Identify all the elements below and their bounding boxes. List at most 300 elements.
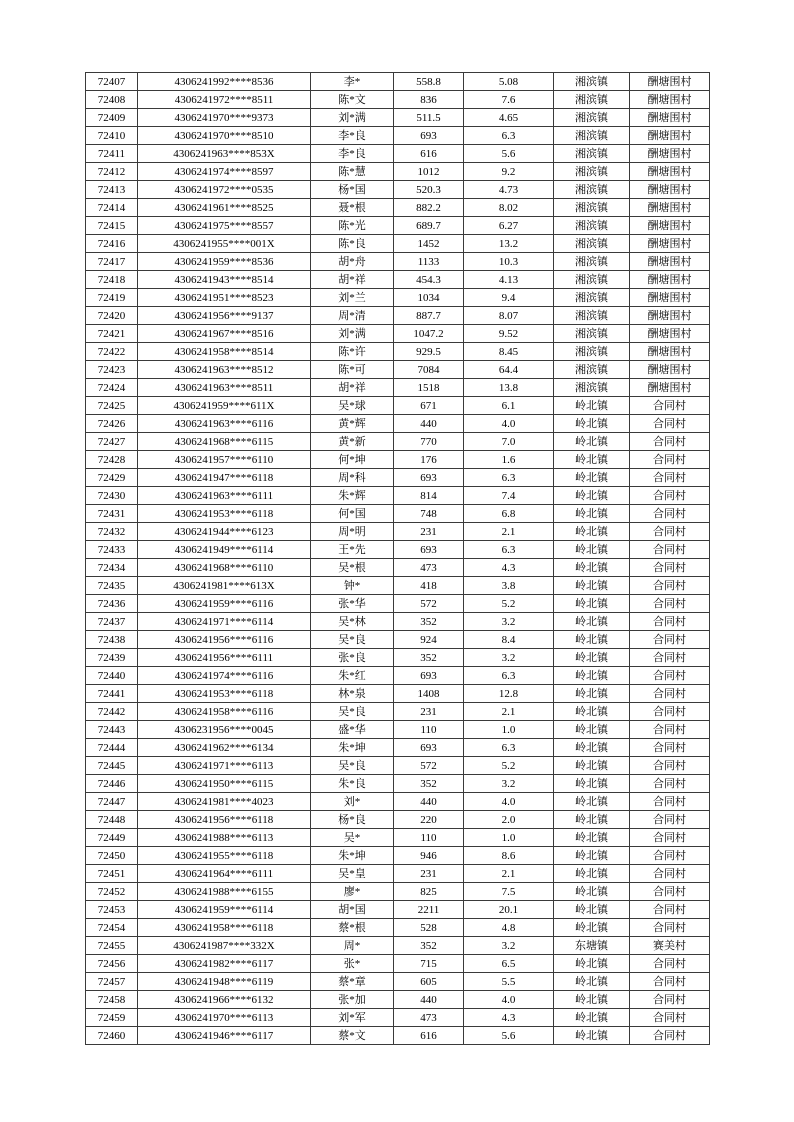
cell-id-number: 4306241963****8511 xyxy=(138,379,311,397)
cell-id-number: 4306241981****4023 xyxy=(138,793,311,811)
cell-town: 岭北镇 xyxy=(554,559,630,577)
cell-name: 刘*兰 xyxy=(311,289,394,307)
table-row xyxy=(86,199,710,217)
cell-village: 合同村 xyxy=(630,721,710,739)
cell-seq: 72425 xyxy=(86,397,138,415)
cell-name: 杨*国 xyxy=(311,181,394,199)
cell-rate: 4.3 xyxy=(464,559,554,577)
cell-village: 合同村 xyxy=(630,577,710,595)
table-row xyxy=(86,127,710,145)
cell-town: 湘滨镇 xyxy=(554,253,630,271)
cell-name: 陈*许 xyxy=(311,343,394,361)
cell-rate: 6.3 xyxy=(464,739,554,757)
cell-seq: 72418 xyxy=(86,271,138,289)
cell-village: 合同村 xyxy=(630,847,710,865)
table-row xyxy=(86,595,710,613)
cell-amount: 616 xyxy=(394,1027,464,1045)
cell-id-number: 4306241959****6114 xyxy=(138,901,311,919)
cell-rate: 4.65 xyxy=(464,109,554,127)
cell-name: 周*科 xyxy=(311,469,394,487)
cell-village: 合同村 xyxy=(630,739,710,757)
cell-town: 湘滨镇 xyxy=(554,379,630,397)
cell-rate: 20.1 xyxy=(464,901,554,919)
cell-town: 岭北镇 xyxy=(554,793,630,811)
cell-name: 何*坤 xyxy=(311,451,394,469)
cell-name: 聂*根 xyxy=(311,199,394,217)
cell-town: 岭北镇 xyxy=(554,919,630,937)
cell-id-number: 4306241972****8511 xyxy=(138,91,311,109)
table-row xyxy=(86,649,710,667)
cell-town: 岭北镇 xyxy=(554,505,630,523)
cell-seq: 72449 xyxy=(86,829,138,847)
cell-name: 朱*红 xyxy=(311,667,394,685)
cell-id-number: 4306241987****332X xyxy=(138,937,311,955)
cell-id-number: 4306241963****6111 xyxy=(138,487,311,505)
cell-name: 廖* xyxy=(311,883,394,901)
cell-name: 吴*皇 xyxy=(311,865,394,883)
cell-village: 酬塘围村 xyxy=(630,163,710,181)
cell-seq: 72427 xyxy=(86,433,138,451)
table-row xyxy=(86,415,710,433)
cell-village: 酬塘围村 xyxy=(630,235,710,253)
cell-id-number: 4306241988****6113 xyxy=(138,829,311,847)
cell-id-number: 4306241957****6110 xyxy=(138,451,311,469)
cell-village: 合同村 xyxy=(630,757,710,775)
cell-amount: 440 xyxy=(394,415,464,433)
cell-amount: 882.2 xyxy=(394,199,464,217)
table-row xyxy=(86,361,710,379)
cell-village: 合同村 xyxy=(630,703,710,721)
cell-amount: 1047.2 xyxy=(394,325,464,343)
cell-rate: 6.5 xyxy=(464,955,554,973)
cell-rate: 13.8 xyxy=(464,379,554,397)
cell-rate: 5.2 xyxy=(464,757,554,775)
cell-seq: 72409 xyxy=(86,109,138,127)
cell-amount: 671 xyxy=(394,397,464,415)
cell-seq: 72434 xyxy=(86,559,138,577)
cell-village: 合同村 xyxy=(630,1009,710,1027)
cell-town: 岭北镇 xyxy=(554,829,630,847)
cell-amount: 220 xyxy=(394,811,464,829)
cell-town: 岭北镇 xyxy=(554,613,630,631)
table-row xyxy=(86,865,710,883)
cell-id-number: 4306241959****6116 xyxy=(138,595,311,613)
cell-town: 湘滨镇 xyxy=(554,289,630,307)
cell-name: 刘*满 xyxy=(311,325,394,343)
cell-village: 合同村 xyxy=(630,919,710,937)
cell-town: 岭北镇 xyxy=(554,451,630,469)
cell-town: 岭北镇 xyxy=(554,469,630,487)
cell-name: 吴*根 xyxy=(311,559,394,577)
cell-town: 湘滨镇 xyxy=(554,181,630,199)
cell-amount: 715 xyxy=(394,955,464,973)
cell-rate: 9.4 xyxy=(464,289,554,307)
table-row xyxy=(86,379,710,397)
cell-town: 岭北镇 xyxy=(554,721,630,739)
cell-name: 张*华 xyxy=(311,595,394,613)
table-row xyxy=(86,829,710,847)
table-row xyxy=(86,235,710,253)
cell-village: 合同村 xyxy=(630,631,710,649)
cell-rate: 5.2 xyxy=(464,595,554,613)
cell-name: 何*国 xyxy=(311,505,394,523)
table-row xyxy=(86,181,710,199)
cell-seq: 72414 xyxy=(86,199,138,217)
cell-rate: 5.08 xyxy=(464,73,554,91)
table-row xyxy=(86,523,710,541)
cell-town: 湘滨镇 xyxy=(554,91,630,109)
cell-seq: 72415 xyxy=(86,217,138,235)
cell-name: 张*良 xyxy=(311,649,394,667)
cell-id-number: 4306241944****6123 xyxy=(138,523,311,541)
cell-name: 朱*辉 xyxy=(311,487,394,505)
cell-seq: 72422 xyxy=(86,343,138,361)
cell-seq: 72452 xyxy=(86,883,138,901)
cell-id-number: 4306241968****6115 xyxy=(138,433,311,451)
cell-amount: 693 xyxy=(394,541,464,559)
cell-amount: 770 xyxy=(394,433,464,451)
cell-id-number: 4306241974****6116 xyxy=(138,667,311,685)
cell-name: 陈*文 xyxy=(311,91,394,109)
cell-rate: 6.3 xyxy=(464,127,554,145)
cell-town: 岭北镇 xyxy=(554,991,630,1009)
cell-amount: 1518 xyxy=(394,379,464,397)
cell-seq: 72446 xyxy=(86,775,138,793)
cell-id-number: 4306241971****6114 xyxy=(138,613,311,631)
cell-id-number: 4306241951****8523 xyxy=(138,289,311,307)
cell-rate: 2.1 xyxy=(464,523,554,541)
cell-village: 合同村 xyxy=(630,613,710,631)
cell-seq: 72441 xyxy=(86,685,138,703)
cell-seq: 72445 xyxy=(86,757,138,775)
cell-seq: 72442 xyxy=(86,703,138,721)
cell-rate: 2.0 xyxy=(464,811,554,829)
cell-amount: 572 xyxy=(394,595,464,613)
table-row xyxy=(86,973,710,991)
cell-id-number: 4306241949****6114 xyxy=(138,541,311,559)
cell-amount: 528 xyxy=(394,919,464,937)
cell-town: 湘滨镇 xyxy=(554,217,630,235)
cell-name: 张* xyxy=(311,955,394,973)
table-row xyxy=(86,307,710,325)
cell-village: 酬塘围村 xyxy=(630,181,710,199)
table-row xyxy=(86,487,710,505)
cell-town: 岭北镇 xyxy=(554,523,630,541)
cell-name: 陈*良 xyxy=(311,235,394,253)
cell-id-number: 4306241956****6116 xyxy=(138,631,311,649)
cell-amount: 924 xyxy=(394,631,464,649)
cell-village: 酬塘围村 xyxy=(630,379,710,397)
cell-seq: 72459 xyxy=(86,1009,138,1027)
cell-village: 酬塘围村 xyxy=(630,253,710,271)
cell-seq: 72454 xyxy=(86,919,138,937)
cell-name: 胡*祥 xyxy=(311,379,394,397)
cell-rate: 5.6 xyxy=(464,145,554,163)
cell-id-number: 4306241959****8536 xyxy=(138,253,311,271)
cell-id-number: 4306241948****6119 xyxy=(138,973,311,991)
cell-rate: 4.3 xyxy=(464,1009,554,1027)
cell-seq: 72438 xyxy=(86,631,138,649)
cell-town: 岭北镇 xyxy=(554,757,630,775)
cell-name: 蔡*章 xyxy=(311,973,394,991)
cell-amount: 836 xyxy=(394,91,464,109)
cell-seq: 72421 xyxy=(86,325,138,343)
table-row xyxy=(86,775,710,793)
cell-amount: 946 xyxy=(394,847,464,865)
cell-amount: 605 xyxy=(394,973,464,991)
cell-rate: 6.3 xyxy=(464,541,554,559)
cell-village: 合同村 xyxy=(630,649,710,667)
cell-name: 朱*良 xyxy=(311,775,394,793)
cell-id-number: 4306241958****6118 xyxy=(138,919,311,937)
cell-seq: 72453 xyxy=(86,901,138,919)
cell-rate: 4.8 xyxy=(464,919,554,937)
cell-id-number: 4306241946****6117 xyxy=(138,1027,311,1045)
cell-name: 胡*舟 xyxy=(311,253,394,271)
cell-village: 酬塘围村 xyxy=(630,325,710,343)
cell-town: 湘滨镇 xyxy=(554,235,630,253)
cell-id-number: 4306241967****8516 xyxy=(138,325,311,343)
cell-amount: 110 xyxy=(394,721,464,739)
cell-amount: 929.5 xyxy=(394,343,464,361)
cell-town: 岭北镇 xyxy=(554,865,630,883)
cell-village: 合同村 xyxy=(630,505,710,523)
cell-rate: 8.02 xyxy=(464,199,554,217)
cell-amount: 1034 xyxy=(394,289,464,307)
cell-rate: 4.0 xyxy=(464,793,554,811)
cell-village: 合同村 xyxy=(630,595,710,613)
cell-rate: 4.0 xyxy=(464,415,554,433)
cell-village: 合同村 xyxy=(630,973,710,991)
table-row xyxy=(86,469,710,487)
cell-id-number: 4306241947****6118 xyxy=(138,469,311,487)
cell-village: 合同村 xyxy=(630,541,710,559)
cell-town: 湘滨镇 xyxy=(554,307,630,325)
cell-village: 合同村 xyxy=(630,865,710,883)
cell-village: 酬塘围村 xyxy=(630,91,710,109)
cell-seq: 72444 xyxy=(86,739,138,757)
cell-amount: 616 xyxy=(394,145,464,163)
cell-town: 岭北镇 xyxy=(554,811,630,829)
cell-village: 酬塘围村 xyxy=(630,127,710,145)
cell-name: 陈*光 xyxy=(311,217,394,235)
cell-amount: 176 xyxy=(394,451,464,469)
cell-town: 湘滨镇 xyxy=(554,127,630,145)
table-row xyxy=(86,109,710,127)
cell-id-number: 4306241964****6111 xyxy=(138,865,311,883)
cell-rate: 7.6 xyxy=(464,91,554,109)
cell-name: 李*良 xyxy=(311,127,394,145)
cell-village: 酬塘围村 xyxy=(630,73,710,91)
cell-village: 合同村 xyxy=(630,1027,710,1045)
cell-id-number: 4306241966****6132 xyxy=(138,991,311,1009)
table-row xyxy=(86,667,710,685)
cell-seq: 72455 xyxy=(86,937,138,955)
cell-village: 合同村 xyxy=(630,559,710,577)
cell-amount: 473 xyxy=(394,1009,464,1027)
cell-rate: 1.0 xyxy=(464,829,554,847)
table-row xyxy=(86,955,710,973)
cell-town: 岭北镇 xyxy=(554,703,630,721)
cell-name: 周*清 xyxy=(311,307,394,325)
cell-seq: 72426 xyxy=(86,415,138,433)
cell-amount: 352 xyxy=(394,937,464,955)
cell-rate: 3.2 xyxy=(464,613,554,631)
table-row xyxy=(86,343,710,361)
cell-id-number: 4306241962****6134 xyxy=(138,739,311,757)
cell-id-number: 4306241974****8597 xyxy=(138,163,311,181)
cell-name: 陈*慧 xyxy=(311,163,394,181)
cell-seq: 72447 xyxy=(86,793,138,811)
table-row xyxy=(86,451,710,469)
table-row xyxy=(86,397,710,415)
cell-seq: 72411 xyxy=(86,145,138,163)
cell-id-number: 4306241972****0535 xyxy=(138,181,311,199)
cell-amount: 418 xyxy=(394,577,464,595)
table-row xyxy=(86,1009,710,1027)
cell-name: 朱*坤 xyxy=(311,739,394,757)
cell-id-number: 4306241953****6118 xyxy=(138,685,311,703)
cell-rate: 5.6 xyxy=(464,1027,554,1045)
cell-id-number: 4306231956****0045 xyxy=(138,721,311,739)
cell-id-number: 4306241943****8514 xyxy=(138,271,311,289)
cell-amount: 693 xyxy=(394,127,464,145)
cell-amount: 693 xyxy=(394,469,464,487)
cell-amount: 473 xyxy=(394,559,464,577)
cell-name: 黄*新 xyxy=(311,433,394,451)
cell-seq: 72419 xyxy=(86,289,138,307)
cell-amount: 231 xyxy=(394,703,464,721)
cell-town: 岭北镇 xyxy=(554,541,630,559)
table-row xyxy=(86,631,710,649)
table-row xyxy=(86,685,710,703)
cell-seq: 72451 xyxy=(86,865,138,883)
cell-village: 合同村 xyxy=(630,829,710,847)
records-table-body xyxy=(86,73,710,1045)
table-row xyxy=(86,271,710,289)
cell-town: 岭北镇 xyxy=(554,739,630,757)
cell-name: 胡*祥 xyxy=(311,271,394,289)
table-row xyxy=(86,163,710,181)
cell-seq: 72416 xyxy=(86,235,138,253)
cell-village: 合同村 xyxy=(630,469,710,487)
cell-name: 吴*林 xyxy=(311,613,394,631)
cell-rate: 1.0 xyxy=(464,721,554,739)
cell-id-number: 4306241956****9137 xyxy=(138,307,311,325)
cell-amount: 231 xyxy=(394,523,464,541)
cell-name: 吴*良 xyxy=(311,703,394,721)
cell-id-number: 4306241970****6113 xyxy=(138,1009,311,1027)
cell-seq: 72430 xyxy=(86,487,138,505)
cell-village: 合同村 xyxy=(630,523,710,541)
cell-id-number: 4306241970****8510 xyxy=(138,127,311,145)
table-row xyxy=(86,757,710,775)
cell-town: 湘滨镇 xyxy=(554,73,630,91)
cell-village: 合同村 xyxy=(630,667,710,685)
cell-rate: 2.1 xyxy=(464,865,554,883)
cell-seq: 72457 xyxy=(86,973,138,991)
cell-rate: 10.3 xyxy=(464,253,554,271)
cell-seq: 72431 xyxy=(86,505,138,523)
cell-rate: 5.5 xyxy=(464,973,554,991)
cell-rate: 3.2 xyxy=(464,775,554,793)
cell-seq: 72443 xyxy=(86,721,138,739)
table-row xyxy=(86,793,710,811)
cell-rate: 8.6 xyxy=(464,847,554,865)
cell-amount: 748 xyxy=(394,505,464,523)
cell-rate: 6.27 xyxy=(464,217,554,235)
cell-seq: 72417 xyxy=(86,253,138,271)
cell-village: 酬塘围村 xyxy=(630,109,710,127)
cell-id-number: 4306241958****8514 xyxy=(138,343,311,361)
cell-seq: 72440 xyxy=(86,667,138,685)
cell-name: 钟* xyxy=(311,577,394,595)
cell-rate: 8.45 xyxy=(464,343,554,361)
cell-amount: 1408 xyxy=(394,685,464,703)
cell-amount: 7084 xyxy=(394,361,464,379)
cell-seq: 72435 xyxy=(86,577,138,595)
cell-village: 合同村 xyxy=(630,451,710,469)
table-row xyxy=(86,541,710,559)
cell-town: 岭北镇 xyxy=(554,847,630,865)
cell-village: 酬塘围村 xyxy=(630,343,710,361)
cell-id-number: 4306241992****8536 xyxy=(138,73,311,91)
cell-seq: 72460 xyxy=(86,1027,138,1045)
cell-amount: 110 xyxy=(394,829,464,847)
cell-amount: 825 xyxy=(394,883,464,901)
cell-village: 合同村 xyxy=(630,991,710,1009)
cell-name: 蔡*文 xyxy=(311,1027,394,1045)
cell-id-number: 4306241971****6113 xyxy=(138,757,311,775)
cell-name: 周*明 xyxy=(311,523,394,541)
cell-amount: 689.7 xyxy=(394,217,464,235)
table-row xyxy=(86,919,710,937)
cell-seq: 72458 xyxy=(86,991,138,1009)
cell-town: 岭北镇 xyxy=(554,631,630,649)
table-row xyxy=(86,847,710,865)
cell-rate: 6.3 xyxy=(464,667,554,685)
cell-town: 湘滨镇 xyxy=(554,361,630,379)
cell-town: 岭北镇 xyxy=(554,685,630,703)
cell-id-number: 4306241970****9373 xyxy=(138,109,311,127)
cell-village: 酬塘围村 xyxy=(630,199,710,217)
cell-town: 湘滨镇 xyxy=(554,145,630,163)
cell-amount: 814 xyxy=(394,487,464,505)
cell-rate: 3.8 xyxy=(464,577,554,595)
cell-id-number: 4306241953****6118 xyxy=(138,505,311,523)
cell-seq: 72410 xyxy=(86,127,138,145)
cell-seq: 72450 xyxy=(86,847,138,865)
cell-seq: 72429 xyxy=(86,469,138,487)
cell-id-number: 4306241959****611X xyxy=(138,397,311,415)
table-row xyxy=(86,145,710,163)
cell-village: 酬塘围村 xyxy=(630,361,710,379)
cell-name: 朱*坤 xyxy=(311,847,394,865)
cell-village: 合同村 xyxy=(630,415,710,433)
cell-id-number: 4306241956****6111 xyxy=(138,649,311,667)
cell-seq: 72407 xyxy=(86,73,138,91)
cell-seq: 72437 xyxy=(86,613,138,631)
table-row xyxy=(86,433,710,451)
cell-town: 岭北镇 xyxy=(554,955,630,973)
cell-amount: 1133 xyxy=(394,253,464,271)
table-row xyxy=(86,883,710,901)
cell-town: 湘滨镇 xyxy=(554,199,630,217)
cell-name: 周* xyxy=(311,937,394,955)
cell-amount: 520.3 xyxy=(394,181,464,199)
table-row xyxy=(86,73,710,91)
cell-town: 湘滨镇 xyxy=(554,325,630,343)
